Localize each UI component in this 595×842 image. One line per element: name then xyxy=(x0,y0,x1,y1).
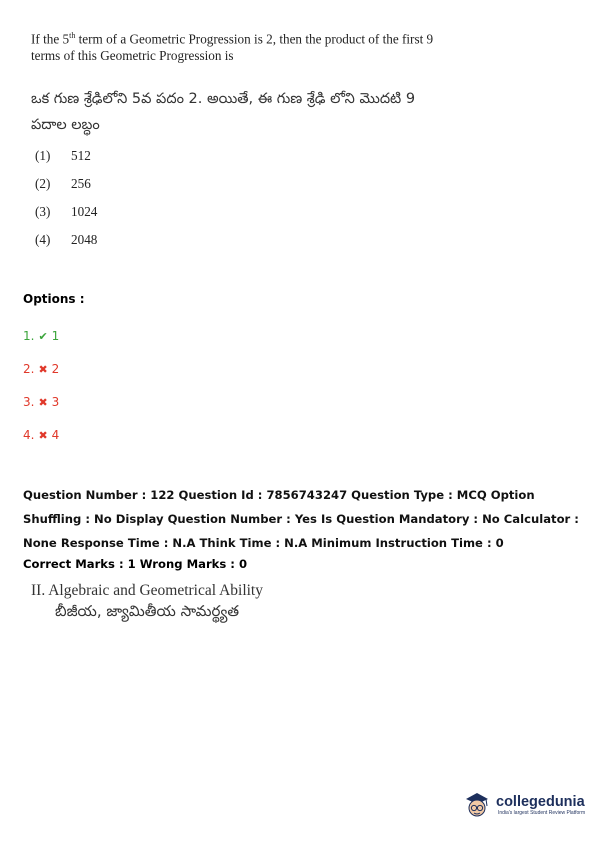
brand-name: collegedunia xyxy=(496,794,585,810)
choice-2: (2) 256 xyxy=(35,176,91,191)
mascot-icon xyxy=(462,790,492,820)
choice-4: (4) 2048 xyxy=(35,232,98,247)
question-en-line1-end: term of a Geometric Progression is 2, then the product of the first 9 xyxy=(75,31,434,47)
cross-icon: ✖ xyxy=(38,428,48,442)
section-title-telugu: బీజీయ, జ్యామితీయ సామర్థ్యత xyxy=(55,602,240,620)
question-en-line2: terms of this Geometric Progression is xyxy=(31,48,234,64)
question-text-telugu xyxy=(31,86,461,138)
question-en-line1-start: If the 5 xyxy=(31,31,70,47)
option-2: 2. ✖ 2 xyxy=(23,362,60,376)
choice-3: (3) 1024 xyxy=(35,204,98,219)
question-text-english xyxy=(31,27,451,64)
question-metadata: Question Number : 122 Question Id : 7856743247 Question Type : MCQ Option Shuffling : No Display Question Number : Yes Is Question Mandatory : No Calculator : None Response Time : N.A Think Time : N.A Minimum Instruction Time : 0 xyxy=(23,488,579,550)
cross-icon: ✖ xyxy=(38,395,48,409)
brand-tagline: India's largest Student Review Platform xyxy=(498,810,586,816)
section-title-english: II. Algebraic and Geometrical Ability xyxy=(31,582,263,599)
option-4: 4. ✖ 4 xyxy=(23,428,60,442)
question-te-line1: ఒక గుణ శ్రేఢిలోని 5వ పదం 2. అయితే, ఈ గుణ శ్రేఢి లోని మొదటి 9 xyxy=(31,91,416,107)
options-title: Options : xyxy=(23,292,85,306)
option-3: 3. ✖ 3 xyxy=(23,395,60,409)
option-1: 1. ✔ 1 xyxy=(23,329,60,343)
marks-info: Correct Marks : 1 Wrong Marks : 0 xyxy=(23,557,248,571)
ordinal-superscript: th xyxy=(69,31,76,40)
answer-choices xyxy=(35,148,97,260)
check-icon: ✔ xyxy=(38,329,48,343)
choice-1: (1) 512 xyxy=(35,148,91,163)
collegedunia-logo xyxy=(462,790,585,820)
question-te-line2: పదాల లబ్ధం xyxy=(31,117,100,133)
cross-icon: ✖ xyxy=(38,362,48,376)
